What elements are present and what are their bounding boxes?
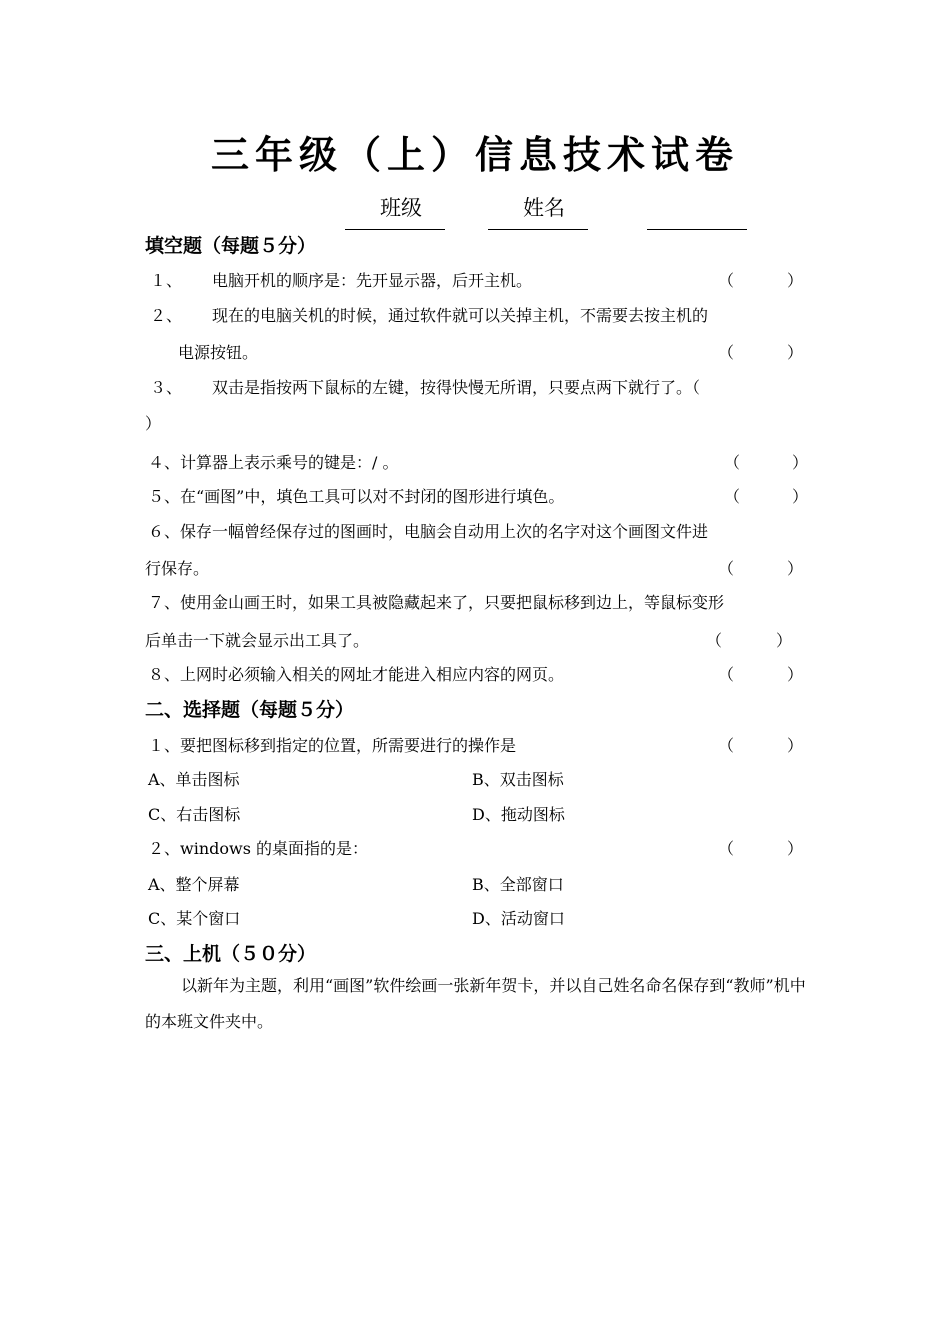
q2-number: ２、 [150, 306, 183, 325]
mc1-option-a: A、单击图标 [148, 770, 240, 789]
q4-text: ４、计算器上表示乘号的键是：/ 。 [148, 453, 399, 472]
answer-paren-close: ） [787, 839, 804, 858]
section3-heading: 三、上机（５０分） [145, 943, 317, 965]
page-title: 三年级（上）信息技术试卷 [210, 133, 739, 177]
mc1-option-d: D、拖动图标 [472, 805, 565, 824]
answer-paren-close: ） [792, 453, 809, 472]
q1-number: １、 [150, 271, 183, 290]
mc2-option-a: A、整个屏幕 [148, 875, 240, 894]
answer-paren-open: （ [718, 271, 735, 290]
answer-paren-open: （ [718, 736, 735, 755]
mc2-question: ２、windows 的桌面指的是： [148, 839, 368, 858]
mc2-option-c: C、某个窗口 [148, 909, 241, 928]
extra-blank-line [647, 229, 747, 230]
q5-text: ５、在“画图”中，填色工具可以对不封闭的图形进行填色。 [148, 487, 565, 506]
q2-text-cont: 电源按钮。 [178, 343, 259, 362]
section2-heading: 二、选择题（每题５分） [145, 699, 355, 721]
q7-text-cont: 后单击一下就会显示出工具了。 [145, 631, 370, 650]
answer-paren-close: ） [787, 736, 804, 755]
answer-paren-close: ） [776, 631, 793, 650]
q2-text: 现在的电脑关机的时候，通过软件就可以关掉主机，不需要去按主机的 [212, 306, 709, 325]
class-label: 班级 [380, 196, 422, 220]
q6-text: ６、保存一幅曾经保存过的图画时，电脑会自动用上次的名字对这个画图文件进 [148, 522, 709, 541]
mc1-question: １、要把图标移到指定的位置，所需要进行的操作是 [148, 736, 517, 755]
answer-paren-open: （ [706, 631, 723, 650]
section3-instructions: 以新年为主题，利用“画图”软件绘画一张新年贺卡，并以自己姓名命名保存到“教师”机中的本班文件夹中。 [145, 976, 806, 1031]
answer-paren-open: （ [724, 487, 741, 506]
section1-heading: 填空题（每题５分） [145, 235, 317, 257]
mc2-option-d: D、活动窗口 [472, 909, 565, 928]
answer-paren-close: ） [787, 343, 804, 362]
q3-text-cont: ） [145, 414, 162, 433]
answer-paren-close: ） [787, 559, 804, 578]
answer-paren-open: （ [724, 453, 741, 472]
q7-text: ７、使用金山画王时，如果工具被隐藏起来了，只要把鼠标移到边上，等鼠标变形 [148, 593, 725, 612]
mc1-option-b: B、双击图标 [472, 770, 564, 789]
name-label: 姓名 [523, 196, 565, 220]
answer-paren-close: ） [787, 665, 804, 684]
answer-paren-open: （ [718, 559, 735, 578]
mc2-option-b: B、全部窗口 [472, 875, 564, 894]
q8-text: ８、上网时必须输入相关的网址才能进入相应内容的网页。 [148, 665, 565, 684]
mc1-option-c: C、右击图标 [148, 805, 241, 824]
q3-number: ３、 [150, 378, 183, 397]
q3-text: 双击是指按两下鼠标的左键，按得快慢无所谓，只要点两下就行了。（ [212, 378, 701, 397]
class-blank-line [345, 229, 445, 230]
answer-paren-close: ） [787, 271, 804, 290]
q6-text-cont: 行保存。 [145, 559, 210, 578]
name-blank-line [488, 229, 588, 230]
answer-paren-open: （ [718, 665, 735, 684]
answer-paren-open: （ [718, 343, 735, 362]
q1-text: 电脑开机的顺序是：先开显示器，后开主机。 [212, 271, 533, 290]
answer-paren-close: ） [792, 487, 809, 506]
answer-paren-open: （ [718, 839, 735, 858]
